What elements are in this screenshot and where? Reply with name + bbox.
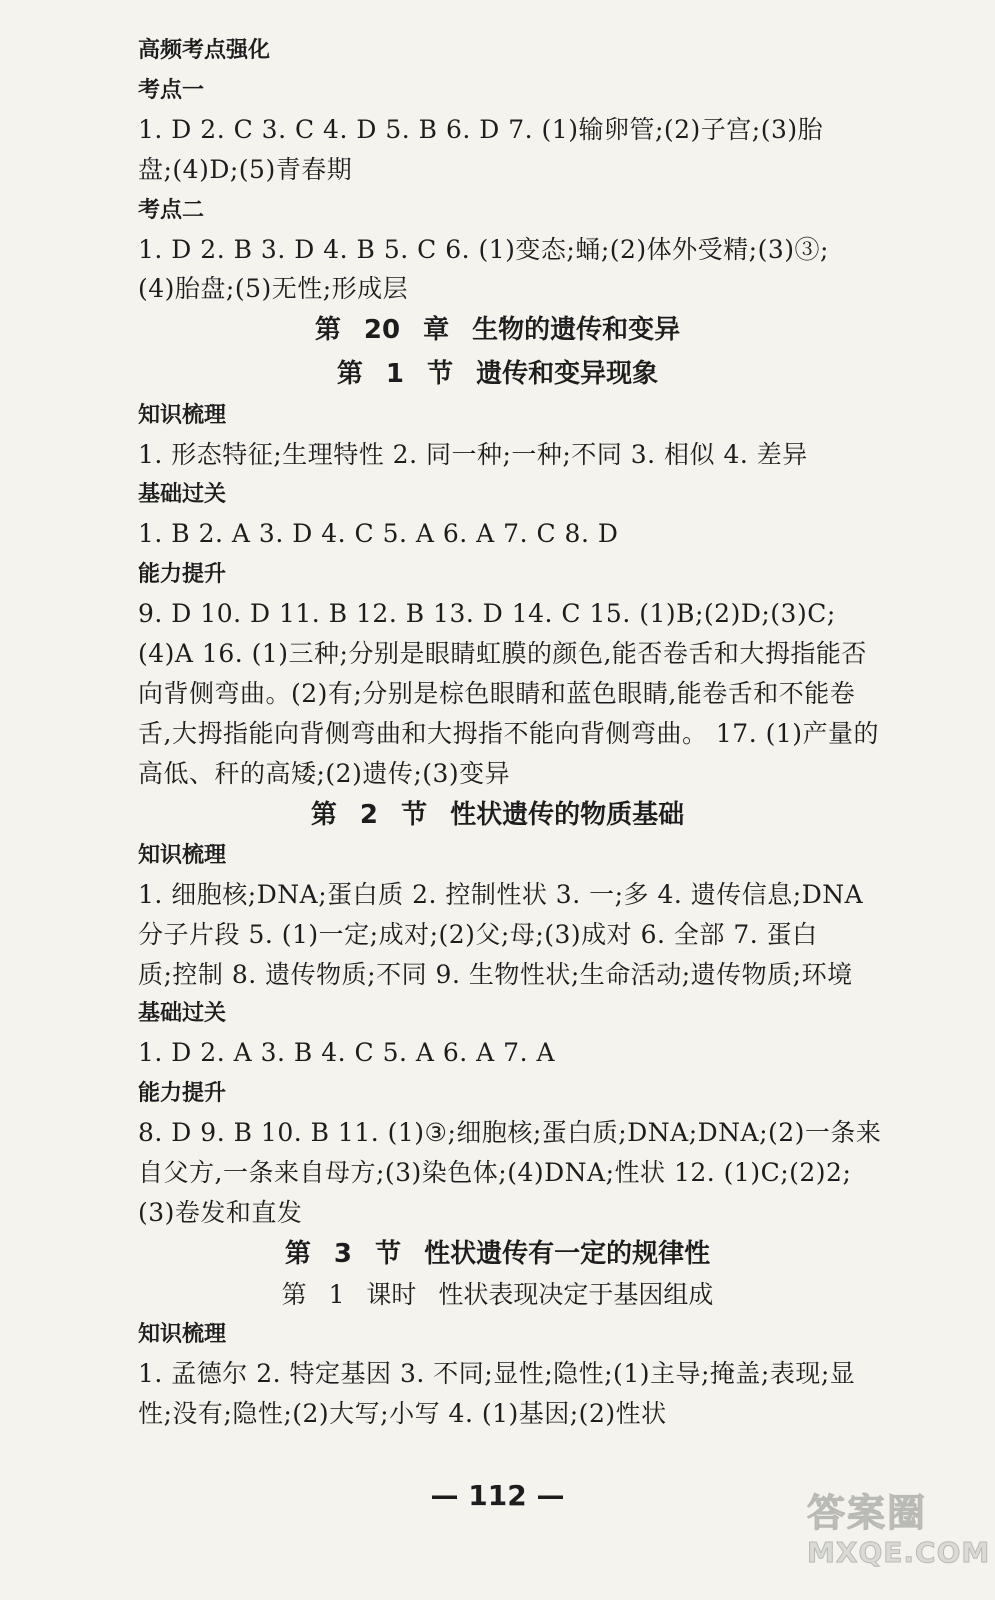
answer-line: 舌,大拇指能向背侧弯曲和大拇指不能向背侧弯曲。 17. (1)产量的 bbox=[138, 719, 880, 748]
subsection-heading: 能力提升 bbox=[138, 1081, 227, 1106]
subsection-heading: 知识梳理 bbox=[138, 403, 227, 428]
answer-line: 1. 细胞核;DNA;蛋白质 2. 控制性状 3. 一;多 4. 遗传信息;DNA bbox=[138, 880, 864, 909]
answer-line: 向背侧弯曲。(2)有;分别是棕色眼睛和蓝色眼睛,能卷舌和不能卷 bbox=[138, 679, 856, 708]
answer-line: 分子片段 5. (1)一定;成对;(2)父;母;(3)成对 6. 全部 7. 蛋白 bbox=[138, 920, 818, 949]
subsection-heading: 知识梳理 bbox=[138, 843, 227, 868]
answer-line: 高低、秆的高矮;(2)遗传;(3)变异 bbox=[138, 759, 511, 788]
watermark-text: 答案圈 bbox=[807, 1491, 928, 1535]
section-heading: 高频考点强化 bbox=[138, 38, 271, 63]
answer-line: 1. D 2. C 3. C 4. D 5. B 6. D 7. (1)输卵管;(2)子宫;(3)胎 bbox=[138, 115, 824, 144]
answer-line: 质;控制 8. 遗传物质;不同 9. 生物性状;生命活动;遗传物质;环境 bbox=[138, 960, 853, 989]
lesson-title: 第 1 课时 性状表现决定于基因组成 bbox=[281, 1280, 714, 1309]
subsection-heading: 基础过关 bbox=[138, 482, 227, 507]
answer-line: (4)A 16. (1)三种;分别是眼睛虹膜的颜色,能否卷舌和大拇指能否 bbox=[138, 639, 867, 668]
answer-line: 8. D 9. B 10. B 11. (1)③;细胞核;蛋白质;DNA;DNA;(2)一条来 bbox=[138, 1118, 882, 1147]
subsection-heading: 考点一 bbox=[138, 78, 205, 103]
answer-line: 性;没有;隐性;(2)大写;小写 4. (1)基因;(2)性状 bbox=[138, 1399, 667, 1428]
subsection-heading: 能力提升 bbox=[138, 562, 227, 587]
subsection-heading: 考点二 bbox=[138, 198, 205, 223]
watermark-logo bbox=[807, 1490, 991, 1578]
answer-line: 1. B 2. A 3. D 4. C 5. A 6. A 7. C 8. D bbox=[138, 519, 619, 548]
answer-line: 1. D 2. B 3. D 4. B 5. C 6. (1)变态;蛹;(2)体外受精;(3)③; bbox=[138, 235, 829, 264]
answer-line: 9. D 10. D 11. B 12. B 13. D 14. C 15. (1)B;(2)D;(3)C; bbox=[138, 599, 836, 628]
subsection-heading: 知识梳理 bbox=[138, 1322, 227, 1347]
answer-line: 盘;(4)D;(5)青春期 bbox=[138, 155, 353, 184]
answer-line: 1. D 2. A 3. B 4. C 5. A 6. A 7. A bbox=[138, 1038, 556, 1067]
section-title: 第 2 节 性状遗传的物质基础 bbox=[310, 800, 685, 830]
section-title: 第 3 节 性状遗传有一定的规律性 bbox=[284, 1239, 711, 1269]
answer-line: (3)卷发和直发 bbox=[138, 1198, 303, 1227]
page-number: — 112 — bbox=[430, 1479, 565, 1512]
section-title: 第 1 节 遗传和变异现象 bbox=[336, 359, 659, 389]
answer-line: (4)胎盘;(5)无性;形成层 bbox=[138, 274, 409, 303]
subsection-heading: 基础过关 bbox=[138, 1001, 227, 1026]
watermark-url: MXQE.COM bbox=[807, 1536, 991, 1569]
chapter-title: 第 20 章 生物的遗传和变异 bbox=[314, 315, 681, 345]
answer-line: 自父方,一条来自母方;(3)染色体;(4)DNA;性状 12. (1)C;(2)2; bbox=[138, 1158, 852, 1187]
answer-line: 1. 形态特征;生理特性 2. 同一种;一种;不同 3. 相似 4. 差异 bbox=[138, 440, 808, 469]
answer-line: 1. 孟德尔 2. 特定基因 3. 不同;显性;隐性;(1)主导;掩盖;表现;显 bbox=[138, 1359, 856, 1388]
